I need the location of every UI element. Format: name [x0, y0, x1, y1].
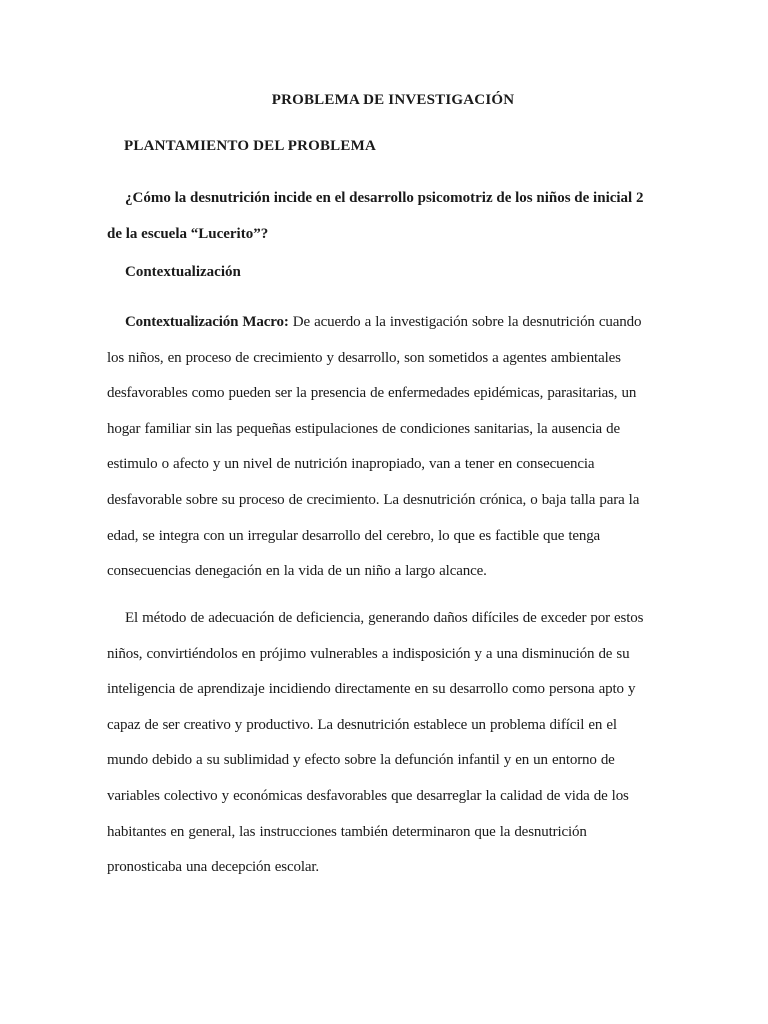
paragraph-line [107, 305, 655, 341]
paragraph-line: estimulo o afecto y un nivel de nutrición inapropiado, van a tener en consecuencia [107, 456, 595, 473]
paragraph-line: desfavorables como pueden ser la presencia de enfermedades epidémicas, parasitarias, un [107, 385, 637, 402]
paragraph-line: desfavorable sobre su proceso de crecimiento. La desnutrición crónica, o baja talla para la [107, 491, 640, 508]
paragraph-line: capaz de ser creativo y productivo. La desnutrición establece un problema difícil en el [107, 716, 617, 733]
paragraph-line: pronosticaba una decepción escolar. [107, 859, 319, 876]
paragraph-line: mundo debido a su sublimidad y efecto sobre la defunción infantil y en un entorno de [107, 752, 615, 769]
paragraph-line: niños, convirtiéndolos en prójimo vulnerables a indisposición y a una disminución de su [107, 645, 630, 662]
paragraph-method [107, 601, 655, 886]
macro-lead-label: Contextualización Macro: [125, 314, 289, 330]
paragraph-line: edad, se integra con un irregular desarrollo del cerebro, lo que es factible que tenga [107, 527, 601, 544]
paragraph-line: hogar familiar sin las pequeñas estipulaciones de condiciones sanitarias, la ausencia de [107, 420, 620, 437]
paragraph-line: inteligencia de aprendizaje incidiendo directamente en su desarrollo como persona apto y [107, 681, 636, 698]
paragraph-macro [107, 305, 655, 590]
research-question [107, 180, 652, 252]
paragraph-line: los niños, en proceso de crecimiento y desarrollo, son sometidos a agentes ambientales [107, 349, 621, 366]
context-heading: Contextualización [125, 264, 241, 280]
document-title: PROBLEMA DE INVESTIGACIÓN [271, 92, 515, 108]
section-subtitle: PLANTAMIENTO DEL PROBLEMA [124, 138, 376, 154]
research-question-line: de la escuela “Lucerito”? [107, 226, 269, 242]
paragraph-line: habitantes en general, las instrucciones también determinaron que la desnutrición [107, 823, 587, 840]
paragraph-line: consecuencias denegación en la vida de un niño a largo alcance. [107, 563, 487, 580]
research-question-line: ¿Cómo la desnutrición incide en el desarrollo psicomotriz de los niños de inicial 2 [125, 190, 644, 206]
paragraph-line: El método de adecuación de deficiencia, generando daños difíciles de exceder por estos [125, 610, 644, 626]
paragraph-text: De acuerdo a la investigación sobre la desnutrición cuando [288, 314, 642, 330]
paragraph-line: variables colectivo y económicas desfavorables que desarreglar la calidad de vida de los [107, 787, 629, 804]
